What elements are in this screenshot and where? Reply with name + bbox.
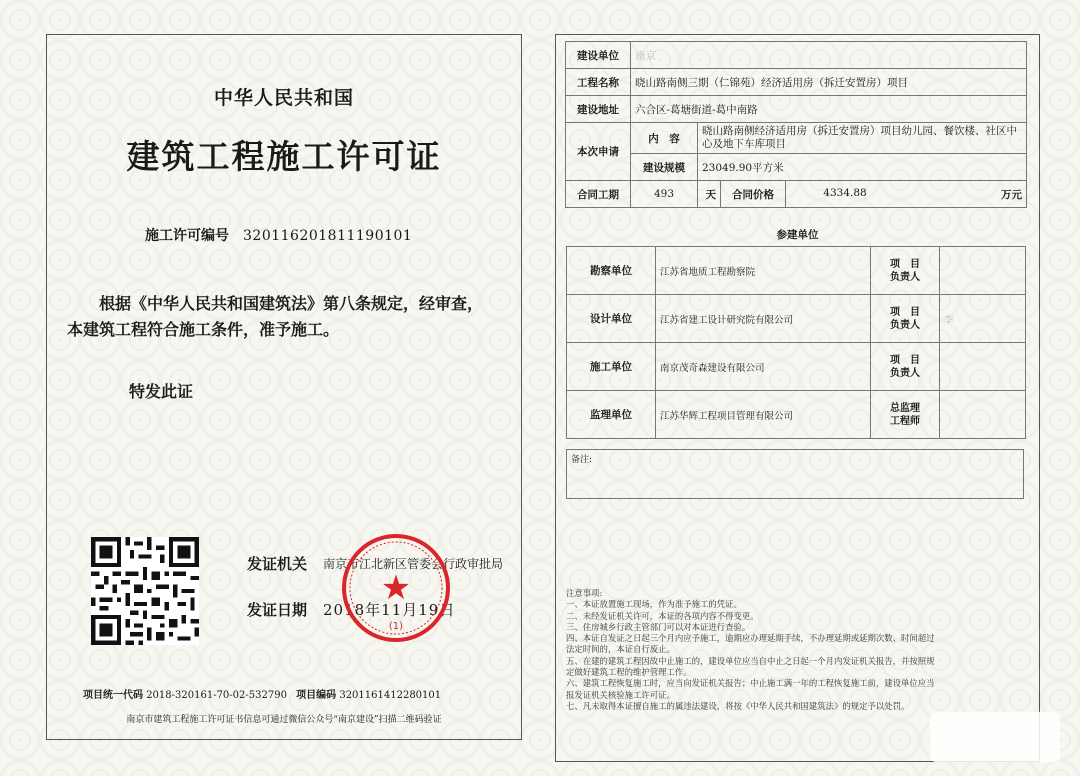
project-code-label: 项目统一代码 bbox=[83, 690, 143, 701]
item-code-label: 项目编码 bbox=[296, 690, 337, 701]
permit-number-row bbox=[145, 225, 412, 245]
issue-date-label: 发证日期 bbox=[247, 601, 308, 619]
watermark-overlay bbox=[930, 712, 1060, 762]
note-line: 五、在建的建筑工程因故中止施工的，建设单位应当自中止之日起一个月内发证机关报告，并按照规 bbox=[566, 655, 935, 666]
special-issue-text: 特发此证 bbox=[129, 382, 194, 401]
party-role: 项 目 负责人 bbox=[871, 343, 940, 391]
party-label: 勘察单位 bbox=[567, 247, 656, 295]
certificate-title: 建筑工程施工许可证 bbox=[126, 137, 442, 176]
content-value: 晓山路南侧经济适用房（拆迁安置房）项目幼儿园、餐饮楼、社区中心及地下车库项目 bbox=[698, 123, 1027, 154]
project-info-table bbox=[565, 41, 1027, 208]
address-value: 六合区-葛塘街道-葛中南路 bbox=[631, 96, 1027, 123]
note-line: 六、建筑工程恢复施工时，应当向发证机关报告；中止施工满一年的工程恢复施工前，建设单位应当 bbox=[566, 678, 935, 689]
note-line: 七、凡未取得本证擅自施工的属违法建设，将按《中华人民共和国建筑法》的规定予以处罚。 bbox=[566, 700, 910, 711]
party-name: 江苏华辉工程项目管理有限公司 bbox=[656, 391, 871, 439]
notes-title: 注意事项: bbox=[566, 588, 603, 598]
contract-price-value: 4334.88 bbox=[823, 186, 867, 199]
project-code: 2018-320161-70-02-532790 bbox=[146, 690, 287, 701]
party-name: 南京茂奇森建设有限公司 bbox=[656, 343, 871, 391]
party-label: 施工单位 bbox=[567, 343, 656, 391]
party-row bbox=[567, 247, 1026, 295]
party-row bbox=[567, 295, 1026, 343]
issuer-label: 发证机关 bbox=[247, 555, 308, 573]
content-label: 内 容 bbox=[631, 123, 698, 154]
note-line: 一、本证放置施工现场，作为准予施工的凭证。 bbox=[566, 599, 742, 610]
remark-label: 备注: bbox=[571, 455, 593, 465]
build-unit-value: 南京 bbox=[631, 42, 1027, 69]
contract-price-unit: 万元 bbox=[1001, 188, 1022, 201]
certificate-body: 根据《中华人民共和国建筑法》第八条规定，经审查，本建筑工程符合施工条件，准予施工。 bbox=[67, 294, 484, 339]
party-name: 江苏省地质工程勘察院 bbox=[656, 247, 871, 295]
note-line: 二、未经发证机关许可，本证的各项内容不得变更。 bbox=[566, 610, 759, 621]
project-name-label: 工程名称 bbox=[566, 69, 631, 96]
party-role: 项 目 负责人 bbox=[871, 295, 940, 343]
item-code: 3201161412280101 bbox=[339, 690, 442, 701]
party-person bbox=[940, 391, 1026, 439]
country-heading: 中华人民共和国 bbox=[213, 87, 354, 109]
parties-heading: 参建单位 bbox=[776, 229, 819, 241]
official-seal-icon bbox=[341, 533, 451, 643]
apply-label: 本次申请 bbox=[566, 123, 631, 181]
scale-value: 23049.90平方米 bbox=[698, 154, 1027, 181]
note-line: 定做好建筑工程的维护管理工作。 bbox=[566, 667, 692, 678]
contract-period-unit: 天 bbox=[698, 181, 721, 208]
note-line: 报发证机关核验施工许可证。 bbox=[566, 689, 675, 700]
parties-table bbox=[566, 246, 1026, 439]
party-person: 李 bbox=[940, 295, 1026, 343]
seal-number: (1) bbox=[388, 621, 404, 632]
seal-star: ★ bbox=[380, 568, 412, 608]
party-person bbox=[940, 247, 1026, 295]
contract-price-label: 合同价格 bbox=[721, 181, 786, 208]
party-role: 项 目 负责人 bbox=[871, 247, 940, 295]
party-role: 总监理 工程师 bbox=[871, 391, 940, 439]
certificate-details bbox=[555, 34, 1040, 762]
contract-period-label: 合同工期 bbox=[566, 181, 631, 208]
permit-number-label: 施工许可编号 bbox=[145, 228, 229, 244]
note-line: 三、住房城乡行政主管部门可以对本证进行查验。 bbox=[566, 621, 751, 632]
party-label: 监理单位 bbox=[567, 391, 656, 439]
issuer-value: 南京市江北新区管委会行政审批局 bbox=[323, 557, 504, 571]
certificate-front bbox=[46, 34, 522, 740]
issue-date-value: 2018年11月19日 bbox=[323, 601, 456, 619]
project-codes bbox=[83, 686, 447, 701]
note-line: 四、本证自发证之日起三个月内应予施工，逾期应办理延期手续，不办理延期或延期次数、时间超过 bbox=[566, 633, 935, 644]
party-row bbox=[567, 391, 1026, 439]
project-name-value: 晓山路南侧三期（仁锦苑）经济适用房（拆迁安置房）项目 bbox=[631, 69, 1027, 96]
qr-code-icon[interactable] bbox=[91, 537, 199, 645]
note-line: 法定时间的，本证自行废止。 bbox=[566, 644, 675, 655]
verification-note: 南京市建筑工程施工许可证书信息可通过微信公众号“南京建设”扫描二维码验证 bbox=[126, 715, 442, 725]
permit-number: 320116201811190101 bbox=[243, 228, 413, 244]
party-row bbox=[567, 343, 1026, 391]
remark-box bbox=[566, 449, 1024, 499]
party-person bbox=[940, 343, 1026, 391]
build-unit-label: 建设单位 bbox=[566, 42, 631, 69]
party-label: 设计单位 bbox=[567, 295, 656, 343]
contract-price-cell bbox=[786, 181, 1027, 208]
party-name: 江苏省建工设计研究院有限公司 bbox=[656, 295, 871, 343]
scale-label: 建设规模 bbox=[631, 154, 698, 181]
contract-period-value: 493 bbox=[631, 181, 698, 208]
notes-section bbox=[566, 588, 1028, 712]
address-label: 建设地址 bbox=[566, 96, 631, 123]
